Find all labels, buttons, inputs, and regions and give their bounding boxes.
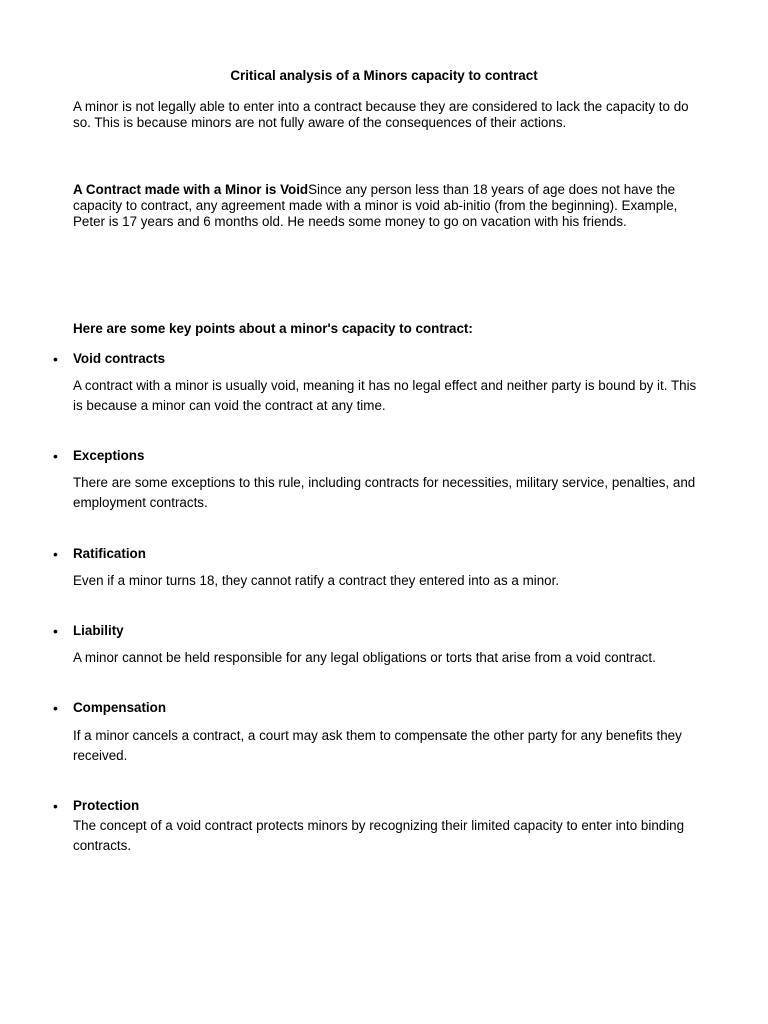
key-points-lead: Here are some key points about a minor's capacity to contract:	[73, 321, 473, 336]
bullet-marker: •	[53, 448, 58, 464]
point-title-exceptions: Exceptions	[73, 448, 145, 463]
bullet-marker: •	[53, 798, 58, 814]
point-body-ratification: Even if a minor turns 18, they cannot ratify a contract they entered into as a minor.	[73, 573, 560, 588]
point-body-compensation: If a minor cancels a contract, a court may ask them to compensate the other party for any benefits they received.	[73, 728, 682, 763]
document-title: Critical analysis of a Minors capacity to contract	[230, 68, 538, 83]
point-title-protection: Protection	[73, 798, 140, 813]
point-title-liability: Liability	[73, 623, 124, 638]
point-body-void-contracts: A contract with a minor is usually void, meaning it has no legal effect and neither party is bound by it. This is because a minor can void the contract at any time.	[73, 378, 697, 413]
point-title-ratification: Ratification	[73, 546, 146, 561]
void-text: Since any person less than 18 years of age does not have the capacity to contract, any agreement made with a minor is void ab-initio (from the beginning). Example, Peter is 17 years and 6 months old. He needs some money to go on vacation with his friends.	[73, 182, 678, 229]
point-body-protection: The concept of a void contract protects minors by recognizing their limited capacity to enter into binding contracts.	[73, 818, 685, 853]
intro-paragraph: A minor is not legally able to enter into a contract because they are considered to lack the capacity to do so. This is because minors are not fully aware of the consequences of their actions.	[73, 99, 689, 130]
point-body-liability: A minor cannot be held responsible for any legal obligations or torts that arise from a void contract.	[73, 650, 656, 665]
void-heading: A Contract made with a Minor is Void	[73, 182, 309, 197]
bullet-marker: •	[53, 700, 58, 716]
bullet-marker: •	[53, 623, 58, 639]
point-title-void-contracts: Void contracts	[73, 351, 166, 366]
point-title-compensation: Compensation	[73, 700, 166, 715]
point-body-exceptions: There are some exceptions to this rule, including contracts for necessities, military service, penalties, and employment contracts.	[73, 475, 696, 510]
bullet-marker: •	[53, 351, 58, 367]
void-paragraph	[73, 182, 698, 230]
bullet-marker: •	[53, 546, 58, 562]
